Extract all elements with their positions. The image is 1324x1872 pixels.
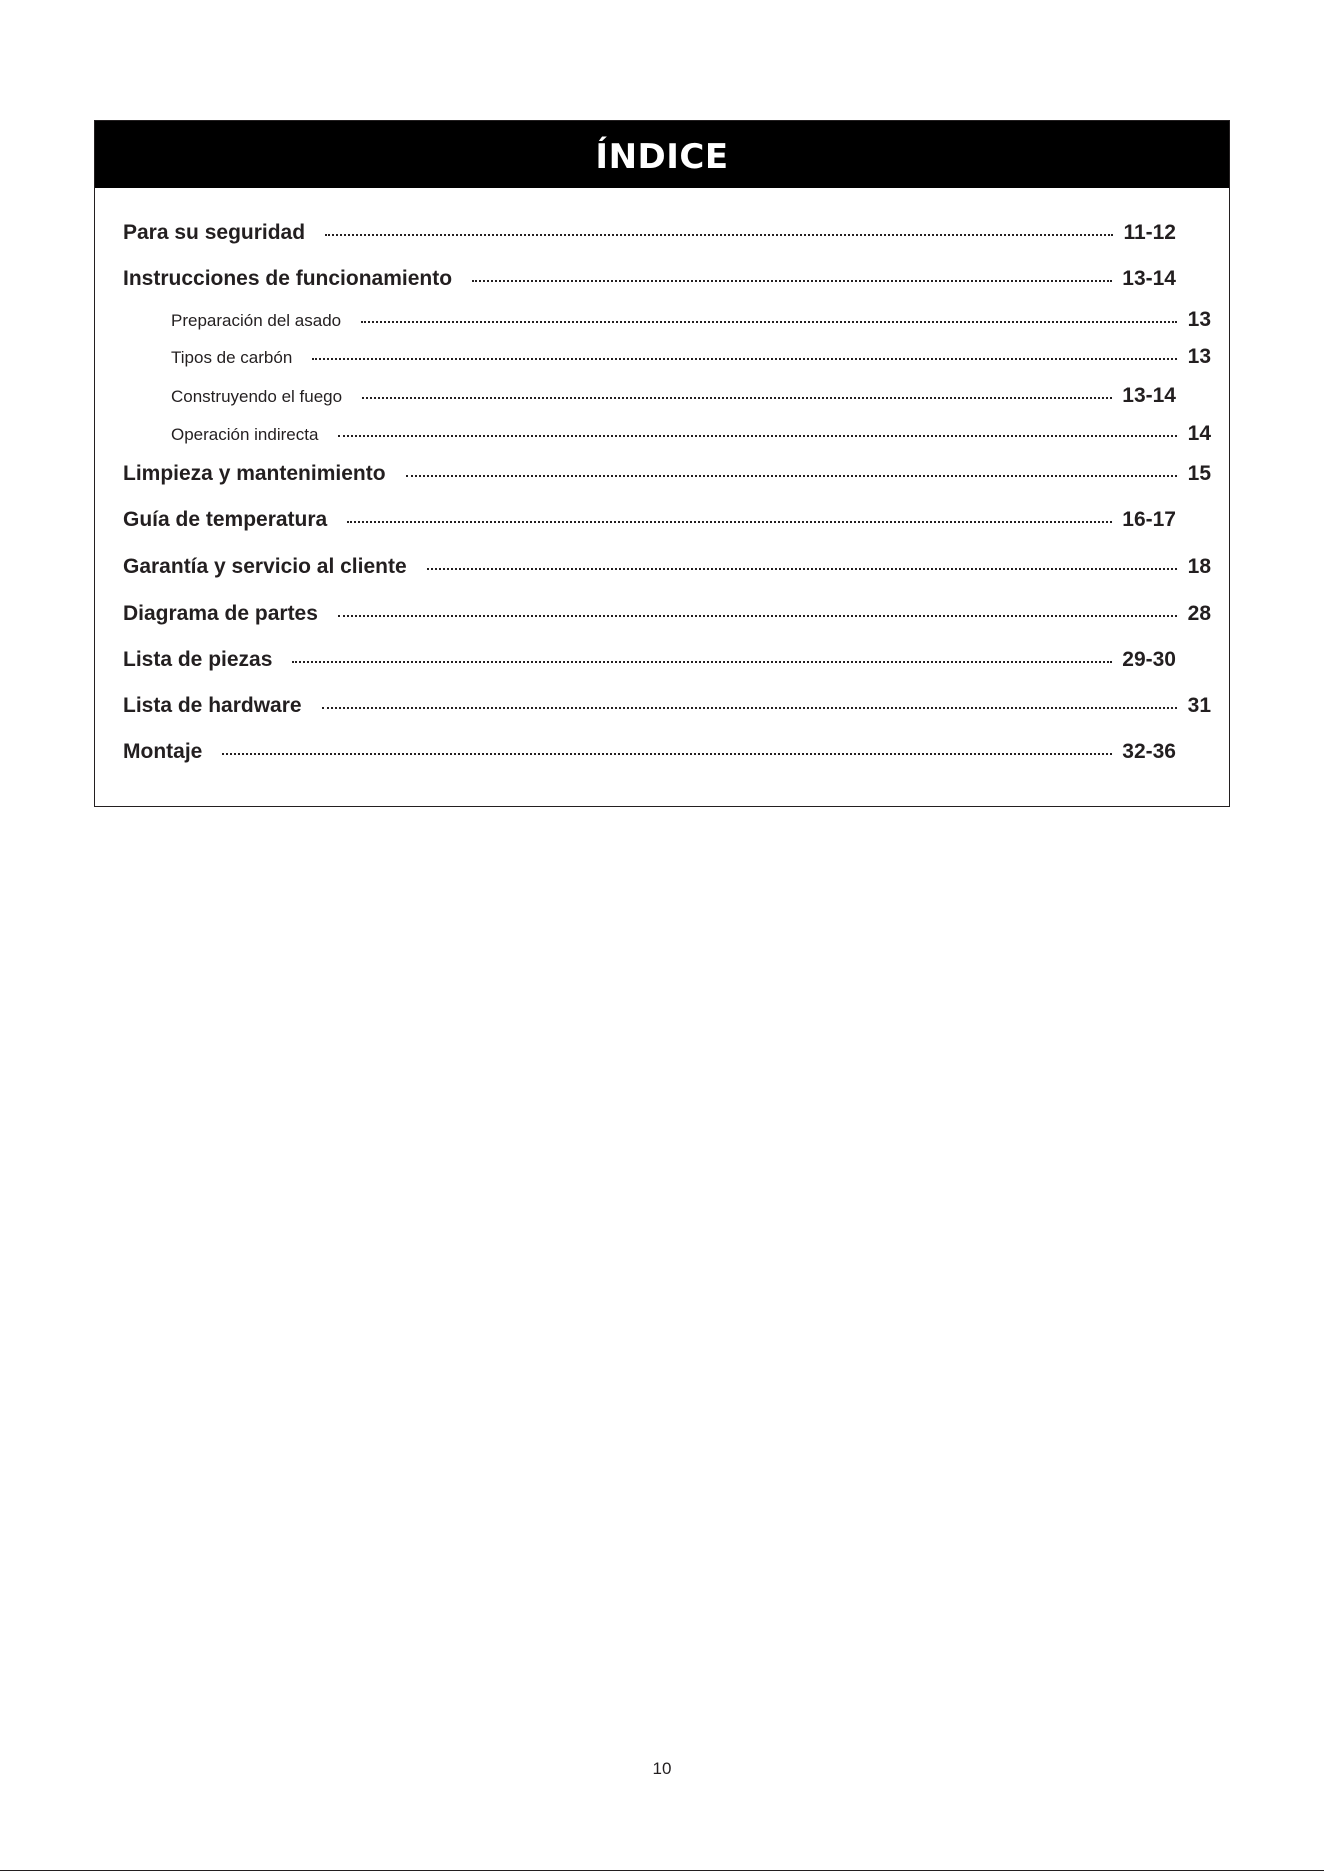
bottom-divider bbox=[0, 1870, 1324, 1871]
toc-entry-label: Guía de temperatura bbox=[123, 508, 328, 531]
dot-leader bbox=[338, 435, 1177, 437]
dot-leader bbox=[361, 321, 1177, 323]
toc-entry-instrucciones[interactable] bbox=[123, 267, 1176, 291]
toc-entry-label: Para su seguridad bbox=[123, 221, 306, 244]
toc-entry-page: 13-14 bbox=[1122, 384, 1176, 407]
toc-entry-page: 32-36 bbox=[1122, 740, 1176, 763]
toc-entry-garantia[interactable] bbox=[123, 555, 1211, 579]
dot-leader bbox=[427, 568, 1177, 570]
toc-entry-montaje[interactable] bbox=[123, 740, 1176, 764]
dot-leader bbox=[325, 234, 1113, 236]
toc-entry-para-su-seguridad[interactable] bbox=[123, 221, 1176, 245]
toc-entry-tipos-de-carbon[interactable] bbox=[171, 345, 1211, 369]
dot-leader bbox=[338, 615, 1177, 617]
toc-entry-page: 31 bbox=[1187, 694, 1211, 717]
toc-entry-label: Operación indirecta bbox=[171, 425, 319, 444]
toc-entry-diagrama-de-partes[interactable] bbox=[123, 602, 1211, 626]
dot-leader bbox=[312, 358, 1177, 360]
toc-entry-label: Limpieza y mantenimiento bbox=[123, 462, 386, 485]
toc-entry-label: Montaje bbox=[123, 740, 203, 763]
toc-entry-operacion-indirecta[interactable] bbox=[171, 422, 1211, 446]
toc-entry-page: 18 bbox=[1187, 555, 1211, 578]
toc-entry-label: Tipos de carbón bbox=[171, 348, 293, 367]
toc-entry-label: Construyendo el fuego bbox=[171, 387, 343, 406]
toc-entry-page: 29-30 bbox=[1122, 648, 1176, 671]
toc-entry-construyendo-el-fuego[interactable] bbox=[171, 384, 1176, 408]
dot-leader bbox=[222, 753, 1112, 755]
toc-entry-page: 13-14 bbox=[1122, 267, 1176, 290]
page-title: ÍNDICE bbox=[595, 136, 729, 177]
toc-entry-label: Lista de hardware bbox=[123, 694, 302, 717]
dot-leader bbox=[472, 280, 1112, 282]
toc-entry-page: 15 bbox=[1187, 462, 1211, 485]
dot-leader bbox=[292, 661, 1112, 663]
toc-entry-page: 11-12 bbox=[1123, 221, 1176, 244]
toc-entry-label: Diagrama de partes bbox=[123, 602, 318, 625]
toc-entry-label: Lista de piezas bbox=[123, 648, 273, 671]
toc-entry-label: Garantía y servicio al cliente bbox=[123, 555, 407, 578]
toc-entry-preparacion[interactable] bbox=[171, 308, 1211, 332]
dot-leader bbox=[322, 707, 1177, 709]
dot-leader bbox=[362, 397, 1112, 399]
toc-entry-page: 13 bbox=[1187, 308, 1211, 331]
toc-entry-lista-de-piezas[interactable] bbox=[123, 648, 1176, 672]
toc-entry-label: Preparación del asado bbox=[171, 311, 342, 330]
toc-header-bar bbox=[95, 121, 1229, 188]
dot-leader bbox=[406, 475, 1177, 477]
toc-entry-label: Instrucciones de funcionamiento bbox=[123, 267, 453, 290]
toc-entry-page: 16-17 bbox=[1122, 508, 1176, 531]
toc-entry-guia-de-temperatura[interactable] bbox=[123, 508, 1176, 532]
dot-leader bbox=[347, 521, 1112, 523]
toc-entry-page: 13 bbox=[1187, 345, 1211, 368]
toc-entry-limpieza[interactable] bbox=[123, 462, 1211, 486]
toc-entry-page: 14 bbox=[1187, 422, 1211, 445]
page-number: 10 bbox=[652, 1759, 672, 1778]
toc-entry-page: 28 bbox=[1187, 602, 1211, 625]
toc-entry-lista-de-hardware[interactable] bbox=[123, 694, 1211, 718]
table-of-contents bbox=[94, 120, 1230, 807]
